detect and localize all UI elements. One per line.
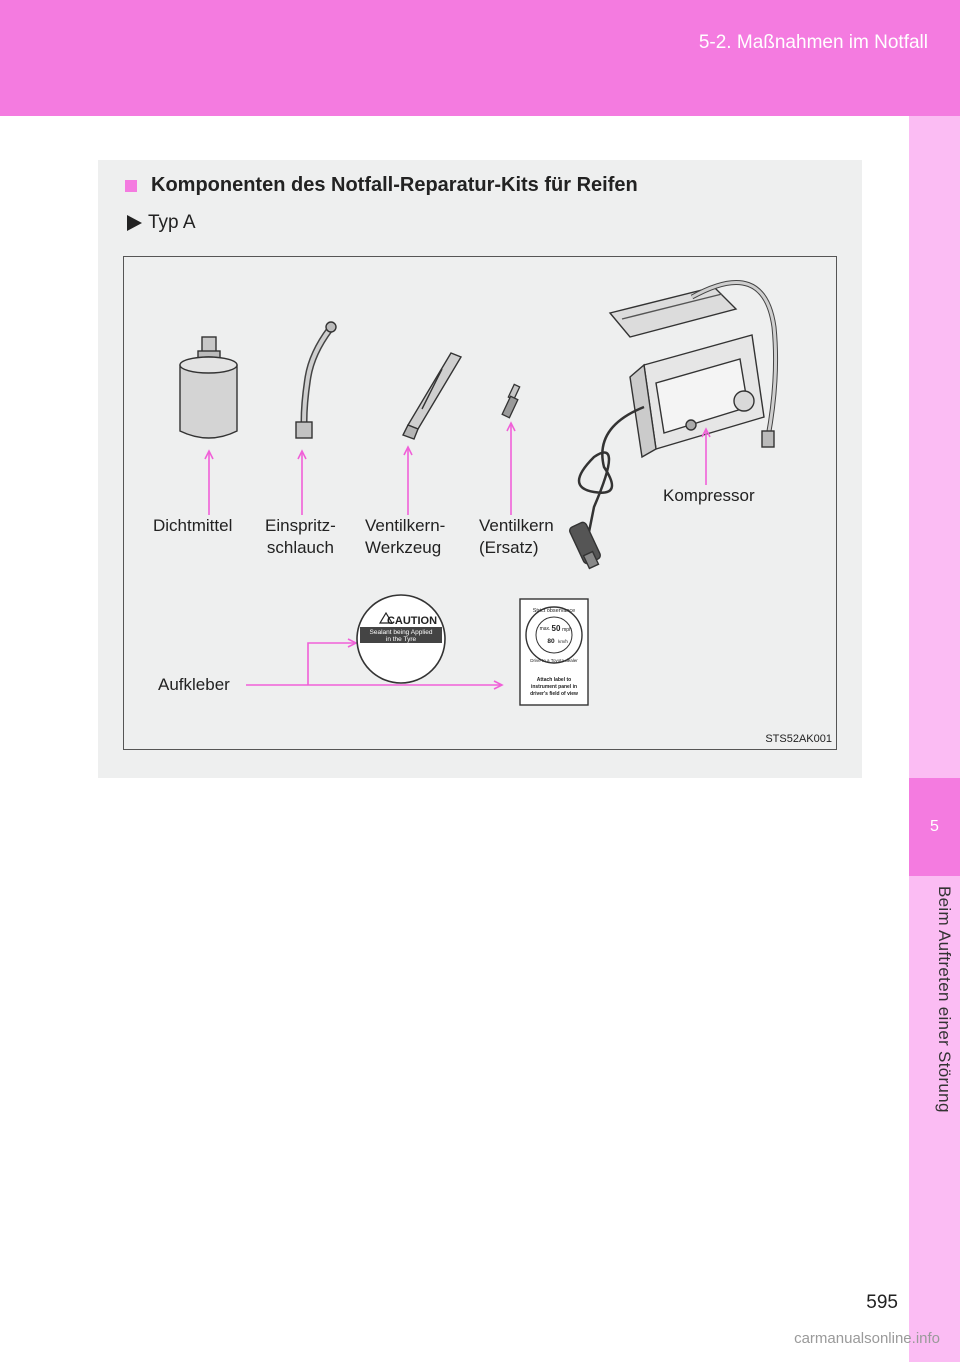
label-vk-line1: Ventilkern — [479, 516, 554, 535]
sticker-attach-2: instrument panel in — [530, 684, 578, 690]
sticker-attach-1: Attach label to — [536, 677, 572, 683]
chapter-title: 5-2. Maßnahmen im Notfall — [698, 32, 928, 53]
sticker-max: max. — [539, 626, 551, 632]
sticker-speed-mph: 50 — [551, 624, 561, 633]
spare-valve-core-icon — [502, 384, 520, 417]
triangle-arrow-icon — [127, 215, 142, 231]
sticker-unit-kmh: km/h — [558, 639, 568, 644]
label-ventilkern-werkzeug — [365, 515, 445, 559]
label-einspritz-line1: Einspritz- — [265, 516, 336, 535]
kit-illustration — [123, 256, 837, 750]
chapter-number-tab[interactable]: 5 — [909, 778, 960, 876]
caution-sticker-round — [357, 595, 445, 683]
chapter-vertical-label: Beim Auftreten einer Störung — [935, 886, 954, 1113]
label-vk-line2: (Ersatz) — [479, 538, 539, 557]
speed-label-sticker — [520, 599, 588, 705]
label-dichtmittel: Dichtmittel — [153, 516, 233, 535]
sticker-unit-mph: mph — [562, 627, 572, 633]
section-heading — [125, 174, 638, 197]
label-vkw-line1: Ventilkern- — [365, 516, 446, 535]
label-einspritz-line2: schlauch — [266, 538, 334, 557]
compressor-icon — [568, 282, 775, 568]
label-vkw-line2: Werkzeug — [365, 538, 442, 557]
sticker-attach-3: driver's field of view — [530, 691, 578, 697]
sticker-ring-top: Strict observance — [532, 608, 576, 614]
label-einspritzschlauch — [265, 515, 336, 559]
sticker-line2: in the Tyre — [385, 636, 417, 643]
page-number: 595 — [866, 1292, 898, 1313]
type-line — [127, 212, 196, 234]
sticker-caution-text: CAUTION — [386, 615, 438, 627]
header-bar — [0, 0, 960, 116]
sticker-speed-kmh: 80 — [547, 638, 555, 645]
figure-code: STS52AK001 — [765, 733, 832, 745]
label-aufkleber: Aufkleber — [158, 675, 230, 694]
footer-watermark[interactable]: carmanualsonline.info — [794, 1330, 940, 1347]
valve-core-tool-icon — [403, 353, 461, 439]
side-tab-upper — [909, 116, 960, 778]
injection-hose-icon — [296, 322, 336, 438]
label-ventilkern-ersatz — [479, 515, 554, 559]
square-bullet-icon — [125, 180, 137, 192]
type-label: Typ A — [148, 212, 196, 233]
section-title: Komponenten des Notfall-Reparatur-Kits für Reifen — [151, 174, 638, 196]
sealant-bottle-icon — [180, 337, 237, 438]
sticker-line1: Sealant being Applied — [369, 629, 433, 636]
label-kompressor: Kompressor — [663, 486, 755, 505]
sticker-ring-bottom: Drive to a Toyota dealer — [530, 658, 578, 663]
